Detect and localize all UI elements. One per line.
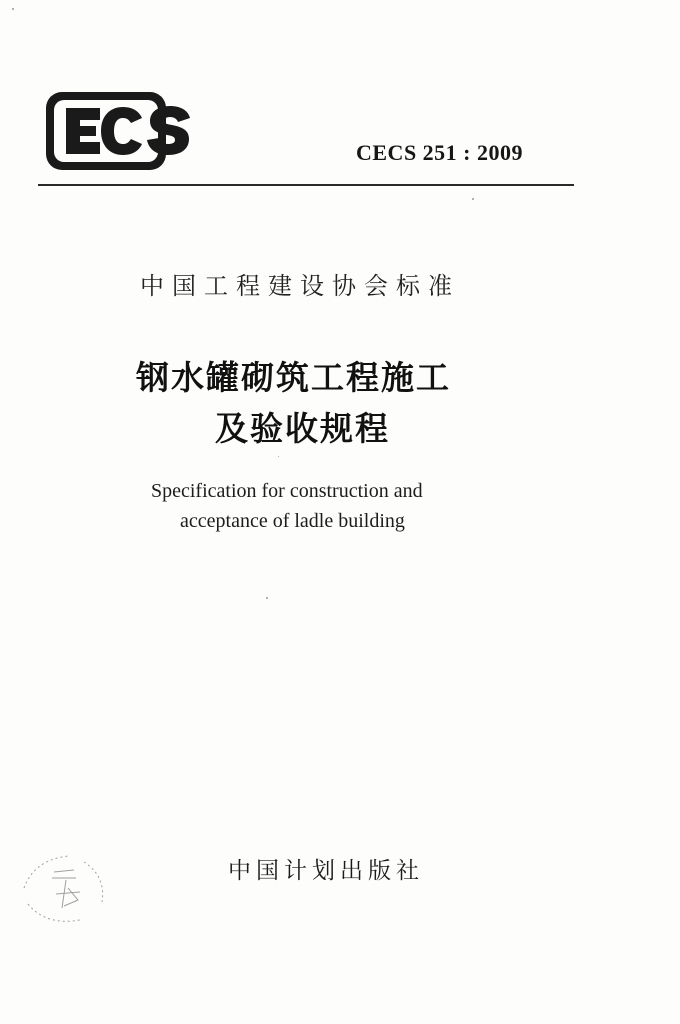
paper-speck — [472, 198, 474, 200]
publisher-name: 中国计划出版社 — [228, 858, 424, 884]
ecs-logo — [44, 88, 196, 174]
faded-stamp-mark — [14, 848, 118, 932]
title-cn-line2: 及验收规程 — [215, 409, 390, 448]
paper-speck — [12, 8, 14, 10]
standard-code: CECS 251 : 2009 — [356, 140, 524, 165]
title-en-line2: acceptance of ladle building — [180, 510, 405, 532]
title-en-line1: Specification for construction and — [151, 480, 423, 502]
title-cn-line1: 钢水罐砌筑工程施工 — [136, 358, 451, 397]
paper-speck — [278, 456, 279, 457]
organization-standard-label: 中国工程建设协会标准 — [140, 272, 460, 300]
header-divider — [38, 184, 574, 186]
paper-speck — [266, 597, 268, 599]
